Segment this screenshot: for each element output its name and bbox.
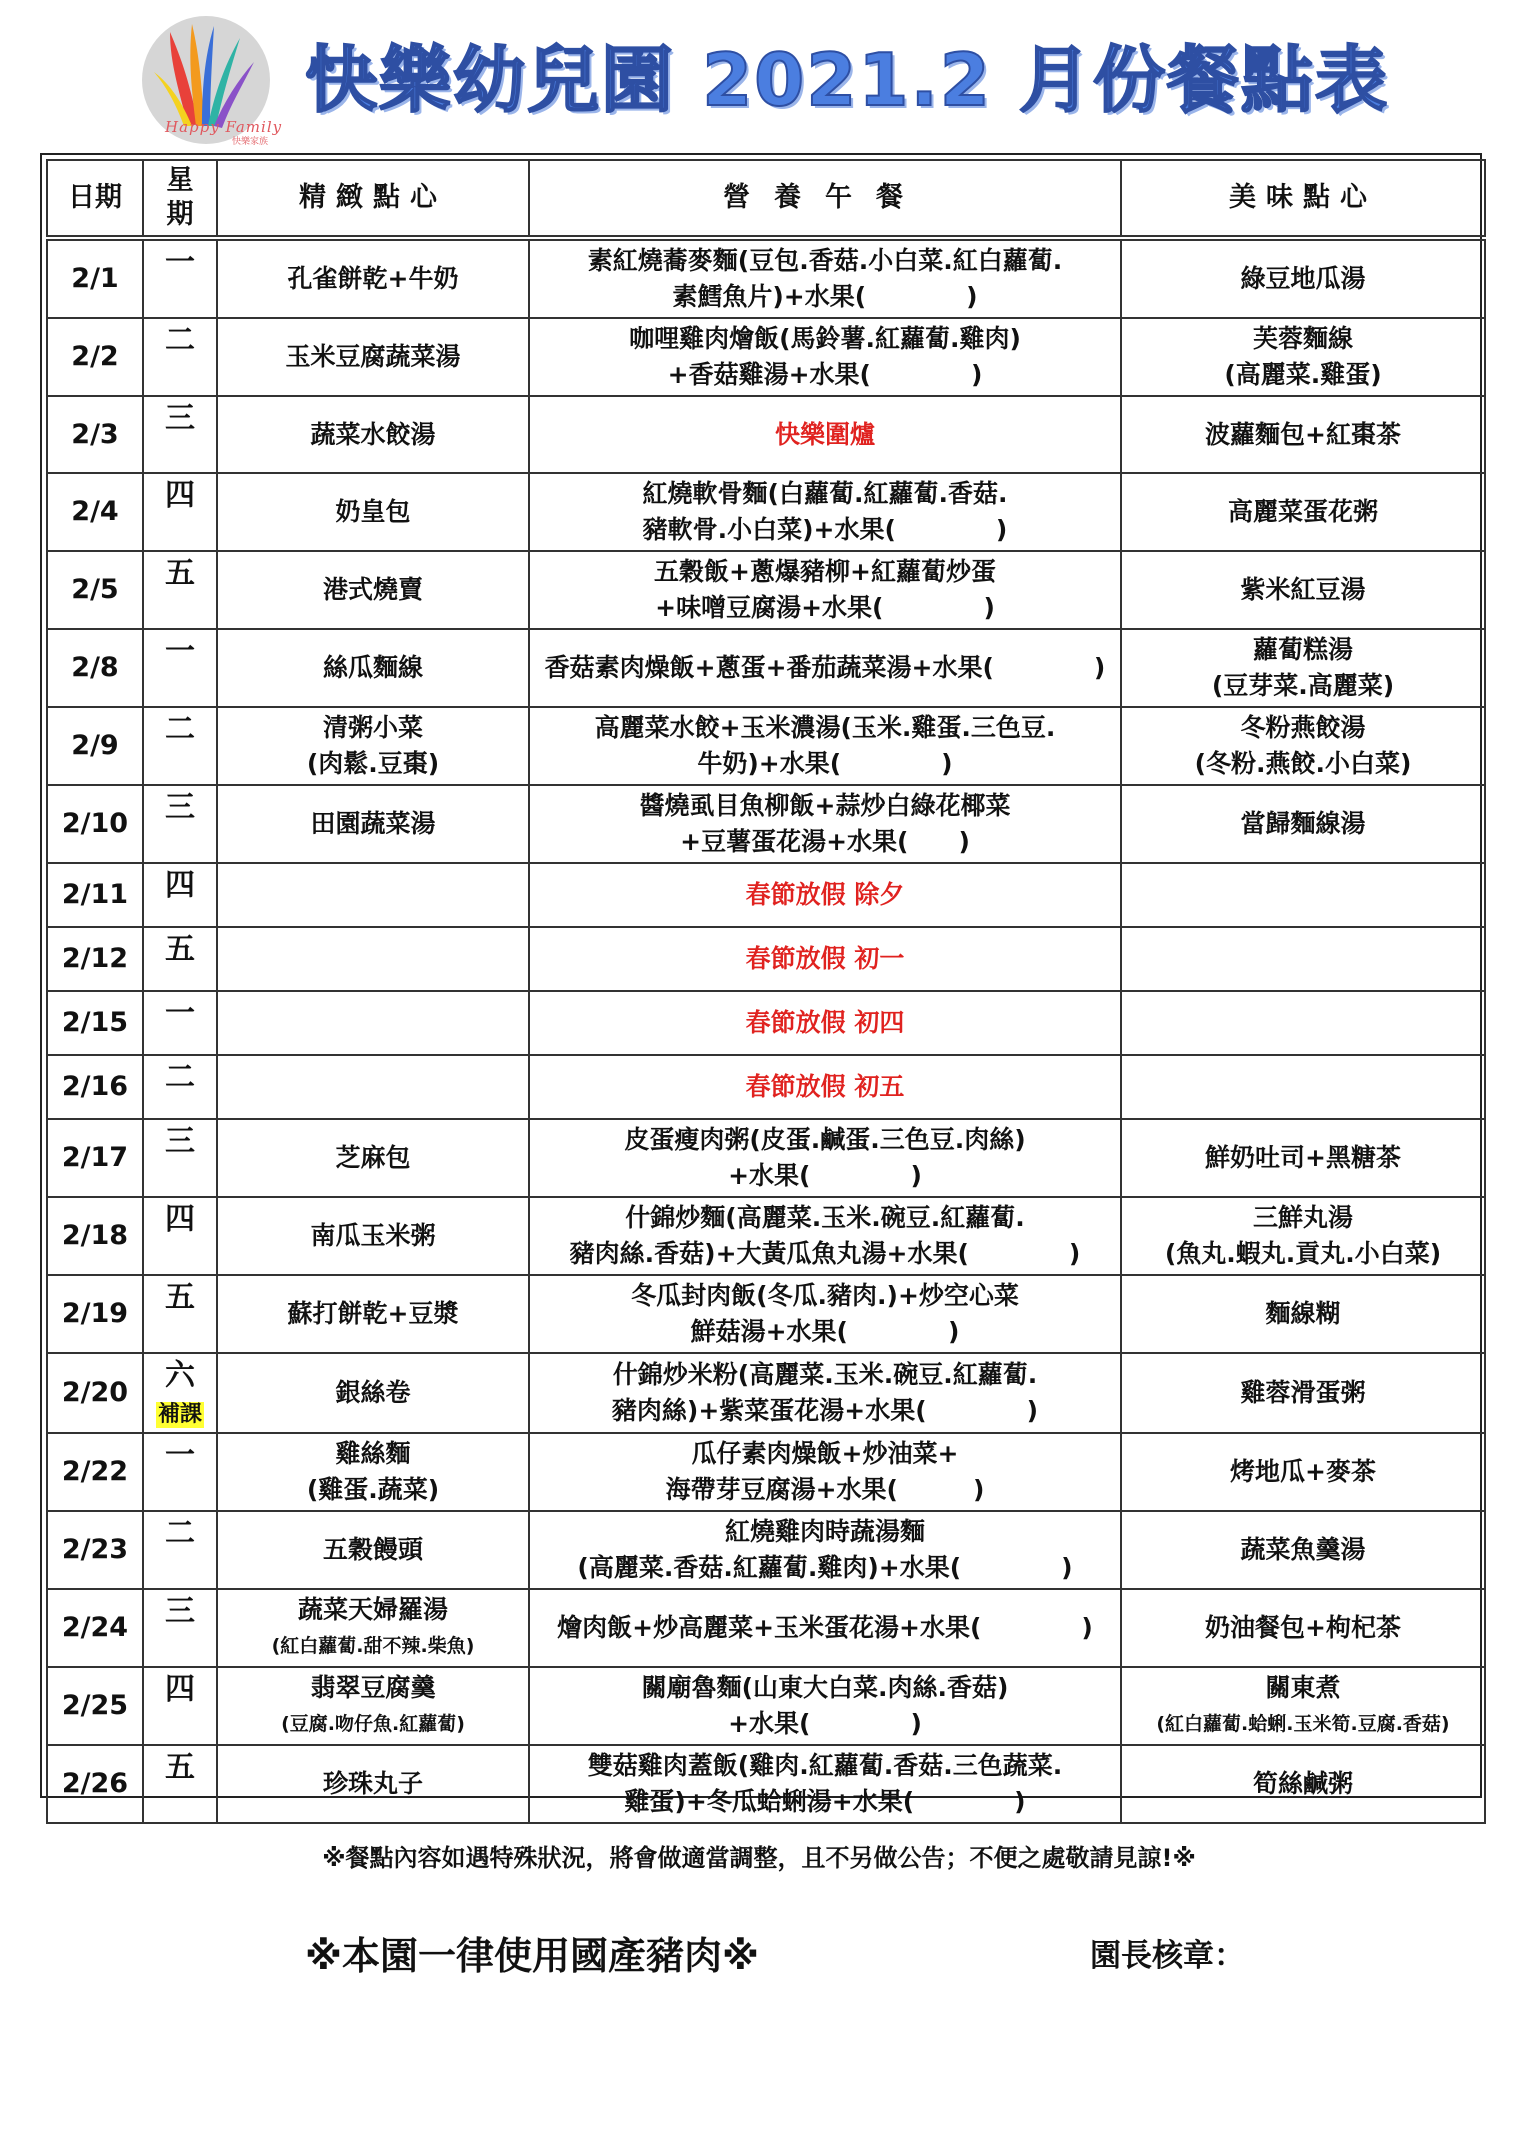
morning-snack-cell: [217, 1119, 529, 1197]
afternoon-snack-cell: [1121, 1589, 1485, 1667]
afternoon-snack-text: 麵線糊: [1265, 1299, 1341, 1328]
date-cell: [47, 473, 143, 551]
lunch-text-line2: 海帶芽豆腐湯+水果( ): [665, 1475, 985, 1504]
afternoon-snack-detail: (高麗菜.雞蛋): [1224, 360, 1382, 389]
table-row: [47, 1275, 1485, 1353]
lunch-cell: [529, 1197, 1121, 1275]
morning-snack-text: 孔雀餅乾+牛奶: [287, 264, 459, 293]
header-afternoon-snack: 美味點心: [1121, 160, 1485, 238]
lunch-text-line2: 鮮菇湯+水果( ): [690, 1317, 960, 1346]
lunch-text: 春節放假 初五: [745, 1072, 905, 1101]
lunch-cell: [529, 1055, 1121, 1119]
afternoon-snack-text: 冬粉燕餃湯: [1240, 713, 1366, 742]
afternoon-snack-cell: [1121, 1119, 1485, 1197]
table-row: [47, 629, 1485, 707]
weekday-cell: [143, 707, 217, 785]
afternoon-snack-detail: (冬粉.燕餃.小白菜): [1194, 749, 1412, 778]
date-cell: [47, 1433, 143, 1511]
morning-snack-text: 銀絲卷: [335, 1378, 411, 1407]
menu-table-frame: [40, 153, 1482, 1816]
table-row: [47, 318, 1485, 396]
morning-snack-text: 奶皇包: [335, 497, 411, 526]
logo-subtext: 快樂家族: [232, 137, 269, 147]
afternoon-snack-cell: [1121, 785, 1485, 863]
weekday-text: 五: [165, 1750, 195, 1785]
date-text: 2/1: [71, 263, 119, 294]
afternoon-snack-text: 筍絲鹹粥: [1252, 1769, 1353, 1798]
date-cell: [47, 1119, 143, 1197]
pork-notice: ※本園一律使用國產豬肉※: [305, 1934, 759, 1978]
weekday-text: 二: [165, 323, 195, 358]
director-signature-label: 園長核章：: [1090, 1938, 1245, 1974]
afternoon-snack-cell: [1121, 1433, 1485, 1511]
morning-snack-cell: [217, 473, 529, 551]
lunch-cell: [529, 927, 1121, 991]
morning-snack-detail: (雞蛋.蔬菜): [306, 1475, 440, 1504]
lunch-text: 關廟魯麵(山東大白菜.肉絲.香菇): [641, 1673, 1009, 1702]
weekday-cell: [143, 1667, 217, 1745]
lunch-cell: [529, 863, 1121, 927]
lunch-cell: [529, 318, 1121, 396]
date-text: 2/22: [61, 1456, 129, 1487]
makeup-day-badge: 補課: [157, 1402, 202, 1427]
date-cell: [47, 238, 143, 318]
lunch-text: 瓜仔素肉燥飯+炒油菜+: [691, 1439, 959, 1468]
morning-snack-cell: [217, 1055, 529, 1119]
morning-snack-cell: [217, 1433, 529, 1511]
morning-snack-cell: [217, 991, 529, 1055]
date-cell: [47, 1667, 143, 1745]
afternoon-snack-cell: [1121, 1055, 1485, 1119]
morning-snack-cell: [217, 863, 529, 927]
table-row: [47, 1667, 1485, 1745]
header-date: 日期: [47, 160, 143, 238]
afternoon-snack-text: 三鮮丸湯: [1252, 1203, 1353, 1232]
morning-snack-text: 五穀饅頭: [322, 1535, 423, 1564]
weekday-cell: [143, 1433, 217, 1511]
lunch-text: 紅燒軟骨麵(白蘿蔔.紅蘿蔔.香菇.: [642, 479, 1008, 508]
date-cell: [47, 1745, 143, 1823]
afternoon-snack-cell: [1121, 991, 1485, 1055]
afternoon-snack-cell: [1121, 927, 1485, 991]
weekday-text: 五: [165, 932, 195, 967]
afternoon-snack-text: 烤地瓜+麥茶: [1230, 1457, 1376, 1486]
lunch-cell: [529, 551, 1121, 629]
weekday-text: 二: [165, 712, 195, 747]
weekday-cell: [143, 1511, 217, 1589]
weekday-text: 二: [165, 1516, 195, 1551]
date-text: 2/17: [61, 1142, 129, 1173]
weekday-text: 四: [165, 478, 195, 513]
afternoon-snack-text: 奶油餐包+枸杞茶: [1205, 1613, 1401, 1642]
afternoon-snack-cell: [1121, 629, 1485, 707]
header-lunch: 營養午餐: [529, 160, 1121, 238]
lunch-cell: [529, 1667, 1121, 1745]
morning-snack-text: 蔬菜水餃湯: [310, 419, 436, 449]
lunch-text: 春節放假 除夕: [745, 880, 905, 909]
afternoon-snack-cell: [1121, 707, 1485, 785]
weekday-text: 三: [165, 790, 195, 825]
date-text: 2/9: [71, 730, 119, 761]
afternoon-snack-text: 當歸麵線湯: [1240, 809, 1366, 838]
morning-snack-cell: [217, 629, 529, 707]
lunch-cell: [529, 1433, 1121, 1511]
morning-snack-cell: [217, 785, 529, 863]
morning-snack-cell: [217, 1275, 529, 1353]
weekday-cell: [143, 1119, 217, 1197]
afternoon-snack-cell: [1121, 396, 1485, 473]
weekday-cell: [143, 991, 217, 1055]
table-row: [47, 1197, 1485, 1275]
morning-snack-cell: [217, 1353, 529, 1433]
date-text: 2/16: [61, 1071, 129, 1102]
date-text: 2/18: [61, 1220, 129, 1251]
afternoon-snack-cell: [1121, 1353, 1485, 1433]
lunch-text: 醬燒虱目魚柳飯+蒜炒白綠花椰菜: [639, 791, 1011, 820]
header-weekday: 星 期: [143, 160, 217, 238]
lunch-cell: [529, 1745, 1121, 1823]
weekday-text: 四: [165, 868, 195, 903]
weekday-cell: [143, 396, 217, 473]
date-text: 2/4: [71, 496, 119, 527]
morning-snack-text: 清粥小菜: [322, 713, 423, 742]
morning-snack-text: 玉米豆腐蔬菜湯: [285, 342, 461, 371]
afternoon-snack-cell: [1121, 1275, 1485, 1353]
afternoon-snack-text: 蔬菜魚羹湯: [1240, 1535, 1366, 1564]
lunch-text-line2: 豬肉絲)+紫菜蛋花湯+水果( ): [611, 1396, 1039, 1425]
lunch-text-line2: +香菇雞湯+水果( ): [667, 360, 983, 389]
date-cell: [47, 785, 143, 863]
logo-text: Happy Family: [165, 118, 283, 136]
lunch-text: 咖哩雞肉燴飯(馬鈴薯.紅蘿蔔.雞肉): [629, 324, 1021, 353]
lunch-text-line2: 雞蛋)+冬瓜蛤蜊湯+水果( ): [624, 1787, 1026, 1816]
afternoon-snack-text: 高麗菜蛋花粥: [1227, 497, 1378, 526]
table-row: [47, 1119, 1485, 1197]
weekday-text: 四: [165, 1202, 195, 1237]
date-cell: [47, 1197, 143, 1275]
weekday-cell: [143, 318, 217, 396]
afternoon-snack-detail: (魚丸.蝦丸.貢丸.小白菜): [1164, 1239, 1442, 1268]
morning-snack-cell: [217, 707, 529, 785]
date-text: 2/19: [61, 1298, 129, 1329]
weekday-text: 三: [165, 1124, 195, 1159]
table-row: [47, 473, 1485, 551]
afternoon-snack-cell: [1121, 1667, 1485, 1745]
weekday-text: 五: [165, 1280, 195, 1315]
lunch-cell: [529, 238, 1121, 318]
date-cell: [47, 318, 143, 396]
afternoon-snack-text: 蘿蔔糕湯: [1252, 635, 1353, 664]
weekday-text: 四: [165, 1672, 195, 1707]
weekday-cell: [143, 1055, 217, 1119]
date-text: 2/3: [71, 418, 119, 450]
date-cell: [47, 1511, 143, 1589]
lunch-cell: [529, 991, 1121, 1055]
morning-snack-cell: [217, 238, 529, 318]
morning-snack-cell: [217, 1745, 529, 1823]
afternoon-snack-cell: [1121, 238, 1485, 318]
morning-snack-cell: [217, 1667, 529, 1745]
table-row: [47, 863, 1485, 927]
weekday-text: 五: [165, 556, 195, 591]
weekday-cell: [143, 1589, 217, 1667]
lunch-text-line2: +豆薯蛋花湯+水果( ): [680, 827, 970, 856]
afternoon-snack-text: 關東煮: [1265, 1673, 1341, 1702]
date-text: 2/25: [61, 1690, 129, 1721]
morning-snack-text: 蔬菜天婦羅湯: [297, 1595, 448, 1624]
table-row: [47, 1745, 1485, 1823]
afternoon-snack-cell: [1121, 1511, 1485, 1589]
date-cell: [47, 1055, 143, 1119]
lunch-cell: [529, 1119, 1121, 1197]
afternoon-snack-detail: (紅白蘿蔔.蛤蜊.玉米筍.豆腐.香菇): [1156, 1713, 1450, 1735]
lunch-cell: [529, 396, 1121, 473]
weekday-cell: [143, 551, 217, 629]
date-cell: [47, 396, 143, 473]
lunch-text: 燴肉飯+炒高麗菜+玉米蛋花湯+水果( ): [557, 1613, 1093, 1642]
notice-text: ※餐點內容如遇特殊狀況，將會做適當調整，且不另做公告；不便之處敬請見諒!※: [322, 1844, 1196, 1872]
afternoon-snack-text: 綠豆地瓜湯: [1240, 264, 1366, 293]
lunch-cell: [529, 785, 1121, 863]
lunch-text-line2: 豬肉絲.香菇)+大黃瓜魚丸湯+水果( ): [569, 1239, 1081, 1268]
lunch-text: 雙菇雞肉蓋飯(雞肉.紅蘿蔔.香菇.三色蔬菜.: [587, 1751, 1063, 1780]
lunch-text: 香菇素肉燥飯+蔥蛋+番茄蔬菜湯+水果( ): [544, 653, 1106, 682]
lunch-cell: [529, 1275, 1121, 1353]
weekday-cell: [143, 629, 217, 707]
morning-snack-text: 南瓜玉米粥: [310, 1221, 436, 1250]
weekday-cell: [143, 1353, 217, 1433]
table-row: [47, 785, 1485, 863]
date-cell: [47, 1353, 143, 1433]
date-cell: [47, 629, 143, 707]
date-cell: [47, 991, 143, 1055]
morning-snack-text: 珍珠丸子: [322, 1769, 423, 1798]
page-title: 快樂幼兒園 2021.2 月份餐點表: [305, 38, 1389, 122]
date-text: 2/23: [61, 1534, 129, 1565]
morning-snack-text: 港式燒賣: [322, 575, 423, 604]
date-text: 2/24: [61, 1612, 129, 1643]
weekday-text: 三: [165, 1594, 195, 1629]
weekday-text: 一: [165, 245, 195, 280]
weekday-text: 三: [165, 401, 195, 436]
morning-snack-text: 雞絲麵: [335, 1439, 411, 1468]
weekday-text: 二: [165, 1060, 195, 1095]
table-row: [47, 238, 1485, 318]
afternoon-snack-text: 雞蓉滑蛋粥: [1240, 1378, 1366, 1407]
morning-snack-text: 蘇打餅乾+豆漿: [287, 1299, 459, 1328]
lunch-cell: [529, 1353, 1121, 1433]
weekday-text: 一: [165, 996, 195, 1031]
lunch-text-line2: (高麗菜.香菇.紅蘿蔔.雞肉)+水果( ): [577, 1553, 1073, 1582]
date-text: 2/12: [61, 943, 129, 974]
morning-snack-cell: [217, 1589, 529, 1667]
weekday-cell: [143, 863, 217, 927]
weekday-cell: [143, 1275, 217, 1353]
date-text: 2/20: [61, 1377, 129, 1408]
morning-snack-text: 絲瓜麵線: [322, 653, 423, 682]
morning-snack-detail: (豆腐.吻仔魚.紅蘿蔔): [281, 1713, 465, 1735]
lunch-text: 素紅燒蕎麥麵(豆包.香菇.小白菜.紅白蘿蔔.: [587, 246, 1063, 275]
header-morning-snack: 精緻點心: [217, 160, 529, 238]
afternoon-snack-text: 鮮奶吐司+黑糖茶: [1205, 1143, 1401, 1172]
date-text: 2/5: [71, 574, 119, 605]
weekday-text: 一: [165, 634, 195, 669]
date-cell: [47, 927, 143, 991]
weekday-cell: [143, 1745, 217, 1823]
lunch-text: 快樂圍爐: [774, 419, 875, 449]
afternoon-snack-text: 紫米紅豆湯: [1240, 575, 1366, 604]
afternoon-snack-detail: (豆芽菜.高麗菜): [1211, 671, 1395, 700]
table-row: [47, 551, 1485, 629]
date-text: 2/2: [71, 341, 119, 372]
lunch-cell: [529, 473, 1121, 551]
lunch-text: 什錦炒米粉(高麗菜.玉米.碗豆.紅蘿蔔.: [612, 1360, 1038, 1389]
table-row: [47, 707, 1485, 785]
lunch-text-line2: +水果( ): [728, 1709, 922, 1738]
date-cell: [47, 1275, 143, 1353]
lunch-cell: [529, 1511, 1121, 1589]
weekday-cell: [143, 473, 217, 551]
morning-snack-cell: [217, 318, 529, 396]
lunch-cell: [529, 629, 1121, 707]
weekday-cell: [143, 238, 217, 318]
morning-snack-cell: [217, 551, 529, 629]
weekday-text: 一: [165, 1438, 195, 1473]
weekday-cell: [143, 927, 217, 991]
table-header-row: [47, 160, 1485, 238]
date-text: 2/8: [71, 652, 119, 683]
menu-table-body: [47, 238, 1485, 1823]
lunch-text-line2: +味噌豆腐湯+水果( ): [655, 593, 995, 622]
lunch-text-line2: 素鱈魚片)+水果( ): [672, 282, 978, 311]
table-row: [47, 927, 1485, 991]
lunch-text: 五穀飯+蔥爆豬柳+紅蘿蔔炒蛋: [654, 557, 996, 586]
lunch-text: 皮蛋瘦肉粥(皮蛋.鹹蛋.三色豆.肉絲): [624, 1125, 1026, 1154]
table-row: [47, 1055, 1485, 1119]
lunch-text-line2: 豬軟骨.小白菜)+水果( ): [642, 515, 1008, 544]
date-cell: [47, 707, 143, 785]
morning-snack-text: 翡翠豆腐羹: [310, 1673, 436, 1702]
date-cell: [47, 551, 143, 629]
lunch-text: 什錦炒麵(高麗菜.玉米.碗豆.紅蘿蔔.: [625, 1203, 1025, 1232]
weekday-text: 六: [165, 1358, 195, 1393]
afternoon-snack-text: 波蘿麵包+紅棗茶: [1205, 419, 1401, 449]
lunch-text: 高麗菜水餃+玉米濃湯(玉米.雞蛋.三色豆.: [594, 713, 1056, 742]
afternoon-snack-text: 芙蓉麵線: [1252, 324, 1353, 353]
date-text: 2/11: [61, 879, 129, 910]
afternoon-snack-cell: [1121, 473, 1485, 551]
morning-snack-text: 田園蔬菜湯: [310, 809, 436, 838]
date-cell: [47, 1589, 143, 1667]
morning-snack-detail: (肉鬆.豆棗): [306, 749, 440, 778]
lunch-text: 春節放假 初四: [745, 1008, 905, 1037]
lunch-cell: [529, 707, 1121, 785]
morning-snack-cell: [217, 1511, 529, 1589]
table-row: [47, 396, 1485, 473]
morning-snack-cell: [217, 927, 529, 991]
table-row: [47, 1433, 1485, 1511]
afternoon-snack-cell: [1121, 863, 1485, 927]
afternoon-snack-cell: [1121, 1745, 1485, 1823]
lunch-text: 春節放假 初一: [745, 944, 905, 973]
date-text: 2/15: [61, 1007, 129, 1038]
menu-table: [46, 159, 1486, 1824]
morning-snack-cell: [217, 396, 529, 473]
afternoon-snack-cell: [1121, 318, 1485, 396]
table-row: [47, 1353, 1485, 1433]
table-row: [47, 991, 1485, 1055]
afternoon-snack-cell: [1121, 551, 1485, 629]
date-text: 2/10: [61, 808, 129, 839]
morning-snack-detail: (紅白蘿蔔.甜不辣.柴魚): [271, 1635, 475, 1657]
afternoon-snack-cell: [1121, 1197, 1485, 1275]
date-text: 2/26: [61, 1768, 129, 1799]
weekday-cell: [143, 1197, 217, 1275]
date-cell: [47, 863, 143, 927]
morning-snack-cell: [217, 1197, 529, 1275]
page-header: [0, 0, 1518, 150]
weekday-cell: [143, 785, 217, 863]
table-row: [47, 1589, 1485, 1667]
lunch-cell: [529, 1589, 1121, 1667]
lunch-text: 冬瓜封肉飯(冬瓜.豬肉.)+炒空心菜: [631, 1281, 1019, 1310]
lunch-text: 紅燒雞肉時蔬湯麵: [724, 1517, 925, 1546]
lunch-text-line2: 牛奶)+水果( ): [697, 749, 953, 778]
lunch-text-line2: +水果( ): [728, 1161, 922, 1190]
morning-snack-text: 芝麻包: [335, 1143, 411, 1172]
table-row: [47, 1511, 1485, 1589]
